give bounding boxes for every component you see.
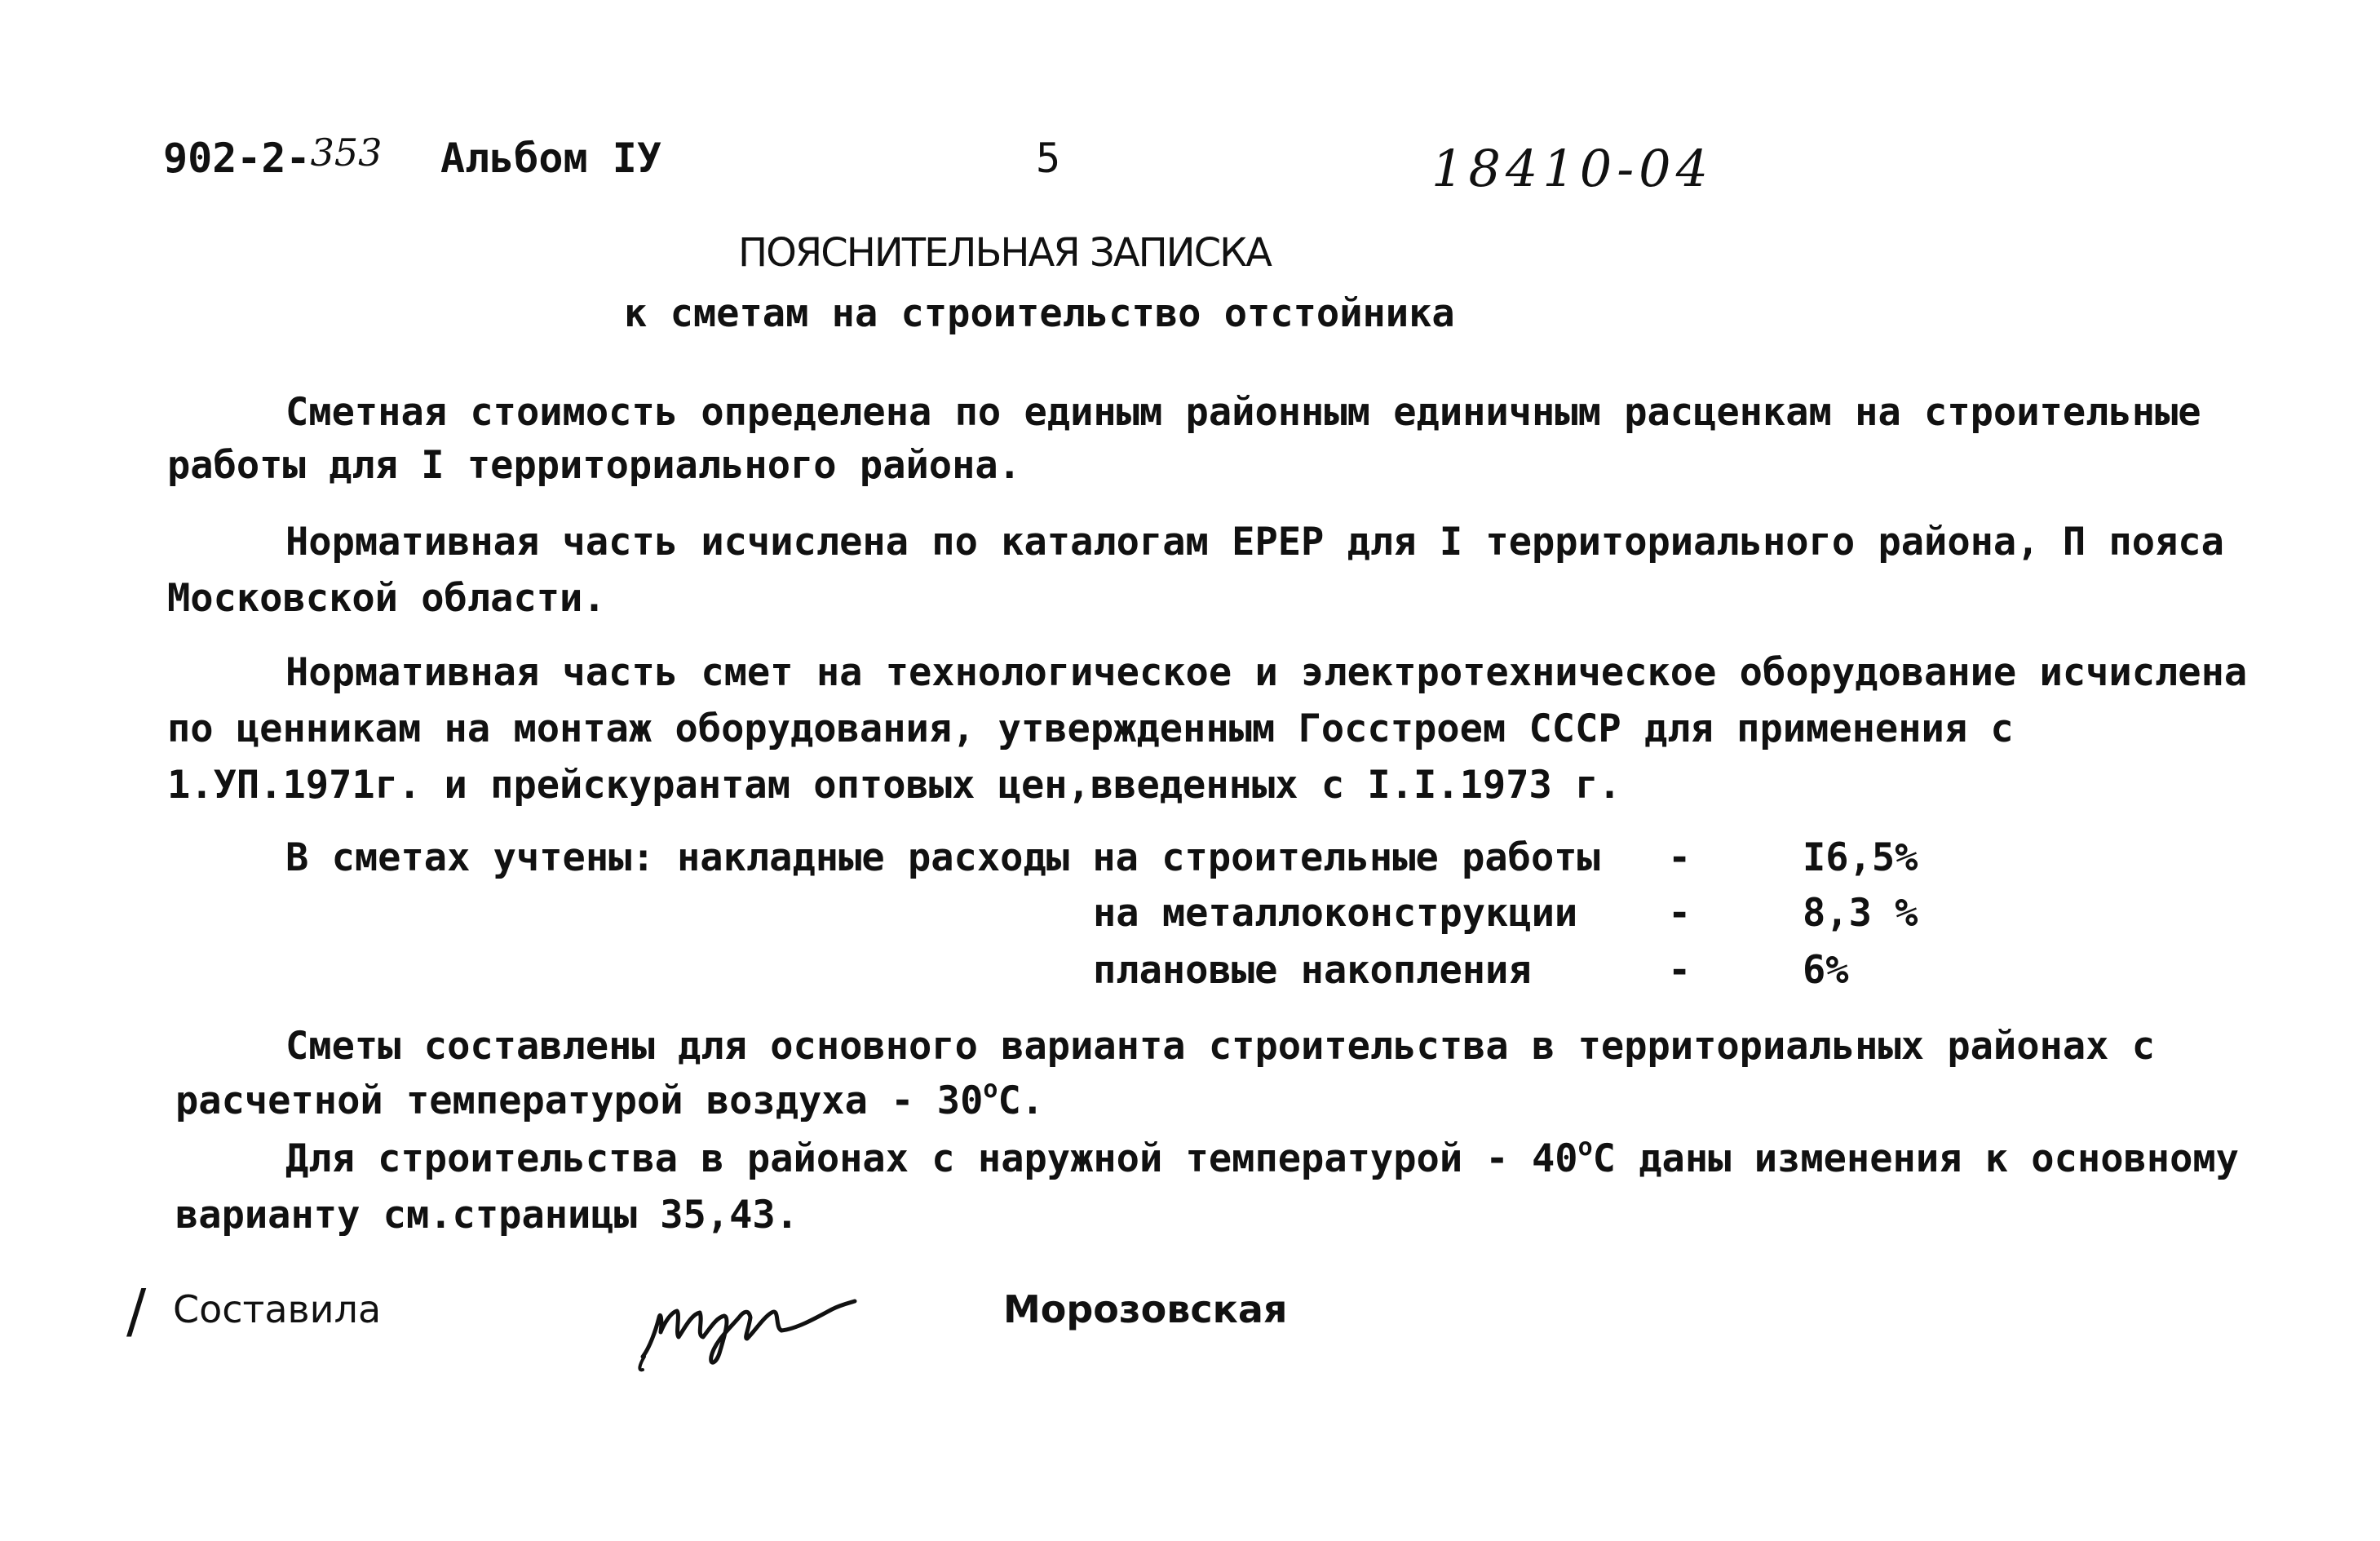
paragraph-1-line-1: Сметная стоимость определена по единым районным единичным расценкам на строительные [285,390,2201,435]
paragraph-4-line-2-unit: С. [998,1078,1045,1123]
paragraph-3-line-3: 1.УП.1971г. и прейскурантам оптовых цен,введенных с I.I.1973 г. [167,763,1621,808]
signature-mark: / [126,1277,147,1345]
accounted-row-1-value: I6,5% [1803,835,1918,880]
document-code [163,131,383,182]
paragraph-4-line-2-text: расчетной температурой воздуха - 30 [175,1078,984,1123]
signature-label: Составила [173,1287,382,1331]
compiler-name: Морозовская [1003,1287,1288,1331]
page-subtitle: к сметам на строительство отстойника [624,291,1455,336]
accounted-row-3-label: плановые накопления [1093,948,1532,993]
album-label: Альбом IУ [440,135,661,182]
paragraph-3-line-1: Нормативная часть смет на технологическое и электротехническое оборудование исчислена [285,650,2248,695]
accounted-row-2-value: 8,3 % [1803,891,1918,936]
degree-sign: о [1577,1133,1593,1162]
paragraph-5-line-1-text: Для строительства в районах с наружной температурой - 40 [285,1136,1578,1181]
accounted-row-3-dash: - [1668,948,1692,993]
page-title: ПОЯСНИТЕЛЬНАЯ ЗАПИСКА [738,230,1271,276]
accounted-row-1-label: накладные расходы на строительные работы [677,835,1600,880]
paragraph-5-line-2: варианту см.страницы 35,43. [175,1193,799,1238]
document-code-printed: 902-2- [163,135,311,182]
degree-sign: о [983,1075,998,1104]
accounted-row-1-dash: - [1668,835,1692,880]
accounted-row-2-label: на металлоконструкции [1093,891,1578,936]
paragraph-5-line-1-rest: С даны изменения к основному [1592,1136,2239,1181]
handwritten-signature [628,1260,889,1375]
paragraph-5-line-1 [285,1133,2239,1181]
paragraph-4-line-1: Сметы составлены для основного варианта строительства в территориальных районах с [285,1024,2156,1069]
registry-number-handwritten: 18410-04 [1431,139,1714,198]
paragraph-3-line-2: по ценникам на монтаж оборудования, утвержденным Госстроем СССР для применения с [167,706,2014,751]
paragraph-2-line-2: Московской области. [167,576,606,621]
accounted-row-3-value: 6% [1803,948,1849,993]
paragraph-2-line-1: Нормативная часть исчислена по каталогам ЕРЕР для I территориального района, П пояса [285,520,2224,565]
accounted-intro: В сметах учтены: [285,835,655,880]
document-code-handwritten: 353 [310,131,383,175]
accounted-row-2-dash: - [1668,891,1692,936]
paragraph-4-line-2 [175,1075,1045,1123]
page-number: 5 [1036,135,1061,182]
paragraph-1-line-2: работы для I территориального района. [167,443,1021,488]
